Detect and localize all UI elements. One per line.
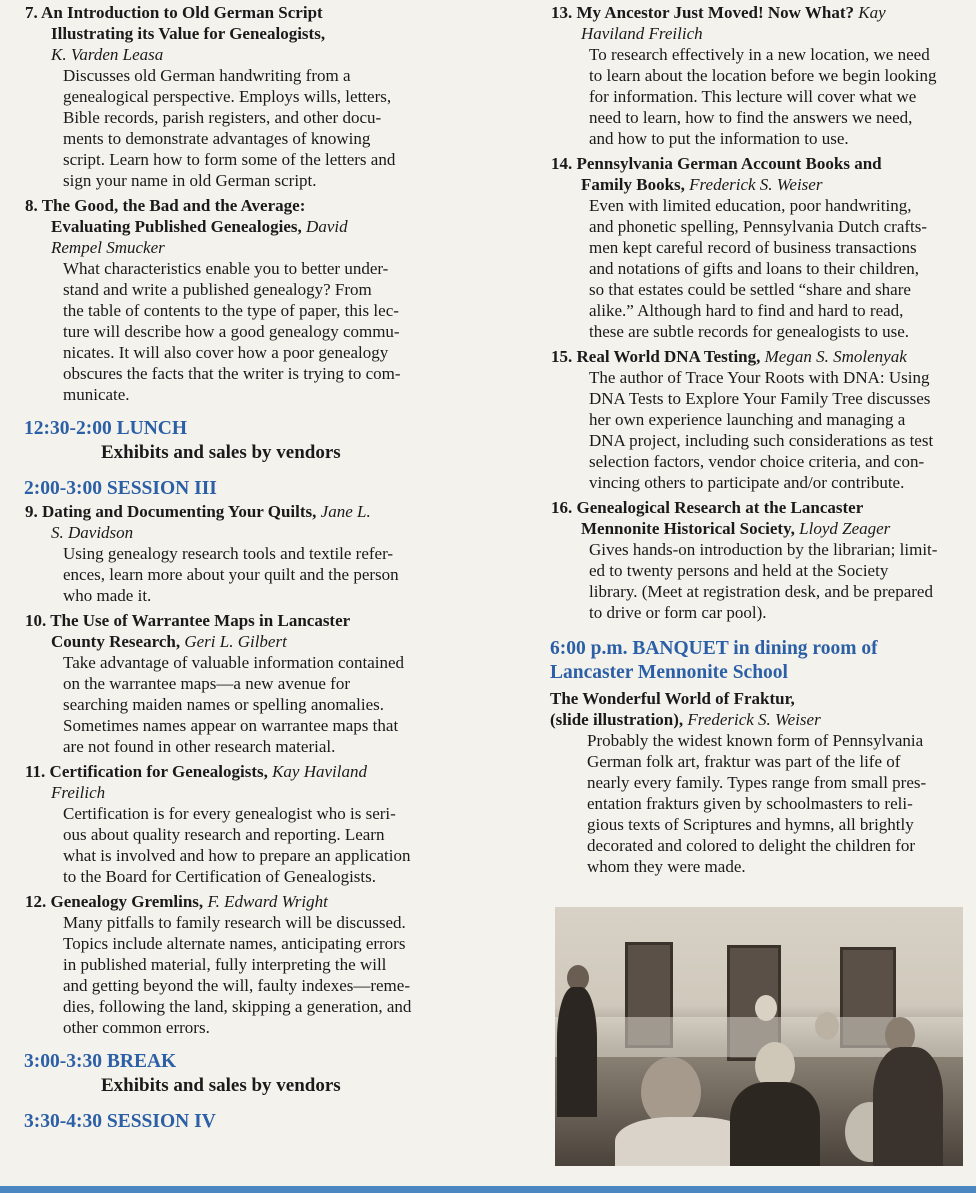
description-line: to drive or form car pool). [589,603,767,622]
session-item [24,761,454,887]
description-line: are not found in other research material. [63,737,336,756]
item-speaker: Freilich [51,783,106,802]
item-title: Illustrating its Value for Genealogists, [51,24,326,43]
item-title-line [24,195,454,216]
item-title: 13. My Ancestor Just Moved! Now What? [551,3,859,22]
description-line: alike.” Although hard to find and hard to read, [589,301,904,320]
description-line: and phonetic spelling, Pennsylvania Dutch crafts- [589,217,928,236]
description-line: sign your name in old German script. [63,171,317,190]
item-title-line [24,23,454,44]
description-line: selection factors, vendor choice criteria, and con- [589,452,925,471]
session-item [550,346,970,493]
section-heading: 3:30-4:30 SESSION IV [24,1111,216,1132]
description-line: so that estates could be settled “share and share [589,280,911,299]
item-speaker: F. Edward Wright [207,892,328,911]
description-line: these are subtle records for genealogists to use. [589,322,910,341]
item-title: 16. Genealogical Research at the Lancaster [551,498,864,517]
session-item [24,891,454,1038]
item-title-line [550,23,970,44]
section-heading: 2:00-3:00 SESSION III [24,478,217,499]
description-line: in published material, fully interpreting the will [63,955,387,974]
item-title-line [550,174,970,195]
item-title: 9. Dating and Documenting Your Quilts, [25,502,321,521]
item-title: Mennonite Historical Society, [581,519,800,538]
description-line: script. Learn how to form some of the letters and [63,150,396,169]
item-title: Evaluating Published Genealogies, [51,217,307,236]
item-title-line [24,610,454,631]
description-line: nearly every family. Types range from small pres- [587,773,927,792]
description-line: Probably the widest known form of Pennsylvania [587,731,924,750]
item-speaker: Frederick S. Weiser [689,175,823,194]
item-speaker: Megan S. Smolenyak [764,347,907,366]
section-heading: 3:00-3:30 BREAK [24,1051,177,1072]
item-title: 15. Real World DNA Testing, [551,347,765,366]
description-line: what is involved and how to prepare an application [63,846,411,865]
item-title-line [24,216,454,237]
item-title-line [550,153,970,174]
item-title-line [24,891,454,912]
description-line: dies, following the land, skipping a generation, and [63,997,412,1016]
item-title-line [24,782,454,803]
description-line: Sometimes names appear on warrantee maps that [63,716,399,735]
item-description [24,65,454,191]
item-description [24,912,454,1038]
description-line: men kept careful record of business transactions [589,238,917,257]
banquet-heading-line: Lancaster Mennonite School [550,662,788,683]
item-title: 8. The Good, the Bad and the Average: [25,196,306,215]
banquet-lecture [550,688,970,877]
item-speaker: Kay [858,3,886,22]
item-title-line [24,2,454,23]
item-speaker: Haviland Freilich [581,24,703,43]
banquet-heading-line: 6:00 p.m. BANQUET in dining room of [550,638,878,659]
item-speaker: Jane L. [320,502,371,521]
description-line: nicates. It will also cover how a poor genealogy [63,343,389,362]
item-description [550,730,970,877]
item-title-line [550,497,970,518]
description-line: obscures the facts that the writer is trying to com- [63,364,401,383]
item-title-line [550,518,970,539]
banquet-heading [550,637,970,685]
description-line: genealogical perspective. Employs wills, letters, [63,87,392,106]
description-line: Discusses old German handwriting from a [63,66,351,85]
item-title: (slide illustration), [550,710,688,729]
description-line: stand and write a published genealogy? From [63,280,372,299]
description-line: German folk art, fraktur was part of the life of [587,752,901,771]
item-speaker: Geri L. Gilbert [184,632,287,651]
session-item [24,501,454,606]
item-speaker: Kay Haviland [272,762,367,781]
description-line: Bible records, parish registers, and other docu- [63,108,382,127]
item-speaker: Frederick S. Weiser [687,710,821,729]
description-line: decorated and colored to delight the children for [587,836,916,855]
item-title: County Research, [51,632,185,651]
description-line: library. (Meet at registration desk, and be prepared [589,582,933,601]
description-line: ed to twenty persons and held at the Society [589,561,889,580]
description-line: to learn about the location before we begin looking [589,66,937,85]
description-line: ments to demonstrate advantages of knowing [63,129,371,148]
item-speaker: David [306,217,348,236]
item-title-line [24,44,454,65]
session-item [24,2,454,191]
description-line: To research effectively in a new location, we need [589,45,930,64]
session-item [24,610,454,757]
item-title: 10. The Use of Warrantee Maps in Lancaster [25,611,351,630]
item-description [24,652,454,757]
description-line: and notations of gifts and loans to their children, [589,259,920,278]
item-title-line [24,631,454,652]
section-heading: 12:30-2:00 LUNCH [24,418,188,439]
item-description [550,44,970,149]
description-line: Topics include alternate names, anticipating errors [63,934,406,953]
description-line: on the warrantee maps—a new avenue for [63,674,350,693]
item-title: 7. An Introduction to Old German Script [25,3,323,22]
session-item [550,153,970,342]
description-line: and getting beyond the will, faulty indexes—reme- [63,976,410,995]
item-title-line [550,688,970,709]
description-line: ous about quality research and reporting. Learn [63,825,385,844]
item-description [24,543,454,606]
item-title-line [24,501,454,522]
session-item [24,195,454,405]
session-item [550,2,970,149]
description-line: and how to put the information to use. [589,129,849,148]
description-line: Take advantage of valuable information contained [63,653,405,672]
description-line: for information. This lecture will cover what we [589,87,917,106]
item-title: 12. Genealogy Gremlins, [25,892,208,911]
item-description [550,367,970,493]
item-title: 11. Certification for Genealogists, [25,762,273,781]
item-title-line [550,346,970,367]
item-title: The Wonderful World of Fraktur, [550,689,795,708]
description-line: Even with limited education, poor handwriting, [589,196,912,215]
item-speaker: K. Varden Leasa [51,45,164,64]
session-item [550,497,970,623]
item-description [24,803,454,887]
description-line: What characteristics enable you to better under- [63,259,389,278]
right-column [550,2,970,881]
bottom-border-bar [0,1186,976,1193]
description-line: Gives hands-on introduction by the librarian; limit- [589,540,938,559]
item-title-line [550,2,970,23]
description-line: entation frakturs given by schoolmasters to reli- [587,794,913,813]
session-note: Exhibits and sales by vendors [101,1075,341,1096]
item-title-line [24,761,454,782]
description-line: searching maiden names or spelling anomalies. [63,695,385,714]
description-line: ture will describe how a good genealogy commu- [63,322,400,341]
description-line: The author of Trace Your Roots with DNA: Using [589,368,930,387]
item-description [550,539,970,623]
session-note: Exhibits and sales by vendors [101,442,341,463]
item-description [24,258,454,405]
lecture-photo [555,907,963,1166]
item-title-line [24,237,454,258]
left-column [24,2,454,1134]
item-title-line [24,522,454,543]
description-line: Many pitfalls to family research will be discussed. [63,913,406,932]
description-line: to the Board for Certification of Genealogists. [63,867,376,886]
description-line: ences, learn more about your quilt and the person [63,565,399,584]
item-description [550,195,970,342]
item-speaker: S. Davidson [51,523,134,542]
description-line: DNA project, including such considerations as test [589,431,934,450]
description-line: whom they were made. [587,857,746,876]
description-line: gious texts of Scriptures and hymns, all brightly [587,815,914,834]
description-line: other common errors. [63,1018,210,1037]
description-line: who made it. [63,586,152,605]
description-line: vincing others to participate and/or contribute. [589,473,905,492]
item-title: Family Books, [581,175,690,194]
item-speaker: Lloyd Zeager [799,519,891,538]
description-line: municate. [63,385,130,404]
description-line: DNA Tests to Explore Your Family Tree discusses [589,389,931,408]
description-line: the table of contents to the type of paper, this lec- [63,301,399,320]
description-line: Certification is for every genealogist who is seri- [63,804,396,823]
description-line: Using genealogy research tools and textile refer- [63,544,394,563]
description-line: her own experience launching and managing a [589,410,906,429]
item-speaker: Rempel Smucker [51,238,165,257]
item-title: 14. Pennsylvania German Account Books and [551,154,882,173]
item-title-line [550,709,970,730]
description-line: need to learn, how to find the answers we need, [589,108,913,127]
